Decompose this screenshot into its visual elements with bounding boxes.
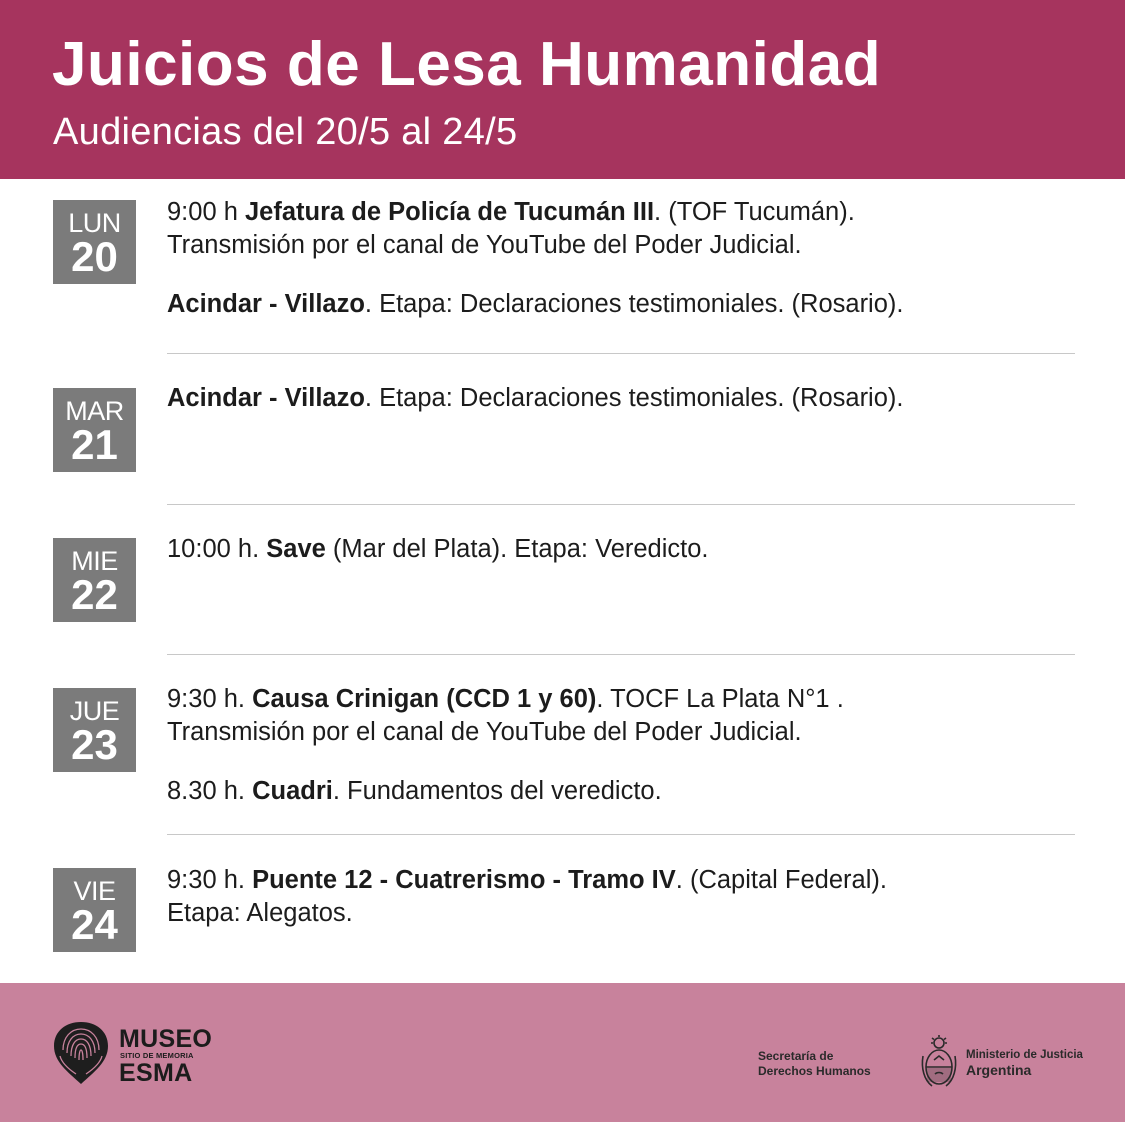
hearing-details: (Mar del Plata). Etapa: Veredicto. bbox=[325, 535, 709, 563]
hearing-details: . (TOF Tucumán). bbox=[654, 198, 855, 226]
hearing-entry bbox=[167, 533, 1067, 566]
hearing-entry bbox=[167, 683, 1067, 749]
hearing-time: 8.30 h. bbox=[167, 777, 253, 805]
fingerprint-icon bbox=[50, 1020, 112, 1086]
hearing-details: . Fundamentos del veredicto. bbox=[332, 777, 662, 805]
hearing-entry bbox=[167, 288, 1067, 321]
coat-of-arms-icon bbox=[920, 1034, 958, 1090]
divider bbox=[167, 834, 1075, 835]
hearing-case: Acindar - Villazo bbox=[167, 384, 365, 412]
hearing-case: Cuadri bbox=[252, 777, 333, 805]
hearing-details: . TOCF La Plata N°1 . bbox=[596, 685, 844, 713]
day-number: 23 bbox=[71, 721, 118, 768]
logo-text-museo: MUSEO bbox=[119, 1025, 213, 1053]
secretaria-line-1: Secretaría de bbox=[758, 1049, 834, 1063]
header-banner bbox=[0, 0, 1125, 179]
day-number: 21 bbox=[71, 421, 118, 468]
museo-esma-logo bbox=[119, 1027, 212, 1085]
hearing-entry bbox=[167, 864, 1067, 930]
day-name: LUN bbox=[68, 208, 121, 238]
hearing-case: Save bbox=[266, 535, 326, 563]
hearing-time: 9:30 h. bbox=[167, 866, 253, 894]
day-name: VIE bbox=[73, 876, 116, 906]
hearing-details: . (Capital Federal). bbox=[675, 866, 887, 894]
hearing-case: Puente 12 - Cuatrerismo - Tramo IV bbox=[252, 866, 676, 894]
hearing-details: . Etapa: Declaraciones testimoniales. (Rosario). bbox=[364, 384, 904, 412]
hearing-note: Transmisión por el canal de YouTube del Poder Judicial. bbox=[167, 718, 802, 746]
secretaria-logo bbox=[758, 1049, 871, 1079]
page-subtitle: Audiencias del 20/5 al 24/5 bbox=[53, 111, 518, 153]
day-name: MIE bbox=[71, 546, 118, 576]
page-title: Juicios de Lesa Humanidad bbox=[52, 30, 882, 99]
day-badge bbox=[53, 388, 136, 472]
hearing-note: Etapa: Alegatos. bbox=[167, 899, 353, 927]
day-number: 22 bbox=[71, 571, 118, 618]
hearing-time: 9:00 h bbox=[167, 198, 245, 226]
hearing-case: Jefatura de Policía de Tucumán III bbox=[244, 198, 655, 226]
hearing-time: 9:30 h. bbox=[167, 685, 253, 713]
day-name: MAR bbox=[65, 396, 124, 426]
day-number: 20 bbox=[71, 233, 118, 280]
day-name: JUE bbox=[69, 696, 120, 726]
hearing-case: Causa Crinigan (CCD 1 y 60) bbox=[252, 685, 597, 713]
hearing-time: 10:00 h. bbox=[167, 535, 267, 563]
ministerio-line-1: Ministerio de Justicia bbox=[966, 1049, 1083, 1061]
logo-text-esma: ESMA bbox=[119, 1059, 193, 1087]
hearing-details: . Etapa: Declaraciones testimoniales. (Rosario). bbox=[364, 290, 904, 318]
ministerio-logo bbox=[966, 1048, 1083, 1079]
day-badge bbox=[53, 200, 136, 284]
divider bbox=[167, 504, 1075, 505]
hearing-case: Acindar - Villazo bbox=[167, 290, 365, 318]
day-badge bbox=[53, 868, 136, 952]
logo-text-sitio: SITIO DE MEMORIA bbox=[120, 1051, 194, 1060]
ministerio-line-2: Argentina bbox=[966, 1062, 1032, 1078]
hearing-entry bbox=[167, 382, 1067, 415]
hearing-entry bbox=[167, 196, 1067, 262]
divider bbox=[167, 654, 1075, 655]
day-number: 24 bbox=[71, 901, 118, 948]
hearing-entry bbox=[167, 775, 1067, 808]
hearing-note: Transmisión por el canal de YouTube del Poder Judicial. bbox=[167, 231, 802, 259]
day-badge bbox=[53, 688, 136, 772]
secretaria-line-2: Derechos Humanos bbox=[758, 1064, 871, 1078]
day-badge bbox=[53, 538, 136, 622]
divider bbox=[167, 353, 1075, 354]
